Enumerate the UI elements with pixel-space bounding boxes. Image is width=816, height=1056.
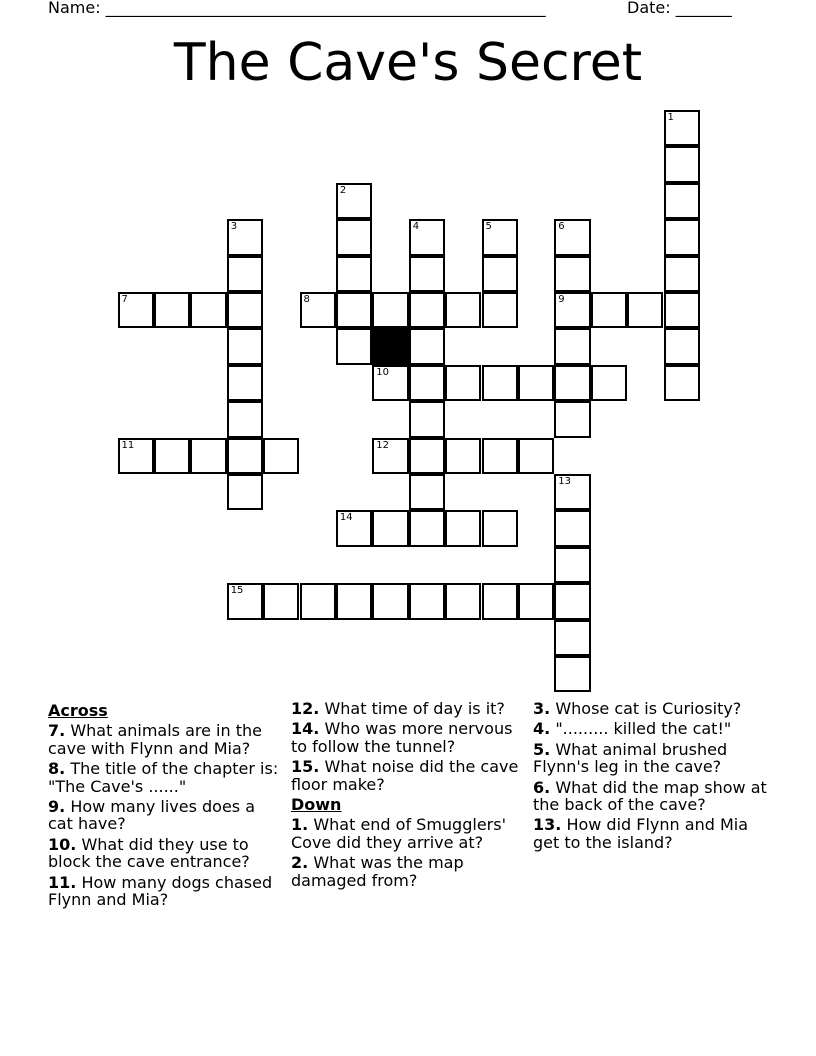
clue-column-3 (533, 700, 773, 854)
grid-cell[interactable] (664, 292, 700, 328)
grid-cell[interactable] (227, 328, 263, 364)
clue-across-8: 8. The title of the chapter is: "The Cave's ......" (48, 759, 279, 796)
grid-cell[interactable] (664, 146, 700, 182)
grid-cell[interactable] (518, 365, 554, 401)
grid-cell[interactable] (263, 438, 299, 474)
date-field-line[interactable]: Date: _______ (627, 0, 732, 17)
grid-cell[interactable] (482, 583, 518, 619)
grid-cell[interactable] (554, 401, 590, 437)
grid-cell[interactable] (300, 583, 336, 619)
grid-cell[interactable] (554, 620, 590, 656)
clue-number: 12 (376, 439, 390, 451)
grid-cell[interactable] (664, 328, 700, 364)
grid-cell[interactable] (664, 256, 700, 292)
clue-number: 6 (558, 221, 565, 233)
grid-cell[interactable] (409, 328, 445, 364)
grid-cell[interactable] (227, 438, 263, 474)
grid-cell[interactable] (409, 256, 445, 292)
grid-cell[interactable] (554, 474, 590, 510)
grid-cell[interactable] (445, 438, 481, 474)
grid-cell[interactable] (518, 583, 554, 619)
clue-number: 5 (485, 221, 492, 233)
clue-down-13: 13. How did Flynn and Mia get to the island? (533, 815, 748, 852)
grid-cell[interactable] (118, 292, 154, 328)
grid-cell[interactable] (554, 656, 590, 692)
black-cell (372, 328, 408, 364)
clue-number: 9 (558, 294, 565, 305)
clue-down-2: 2. What was the map damaged from? (291, 853, 464, 890)
grid-cell[interactable] (445, 292, 481, 328)
name-field-line[interactable]: Name: _______________________________________________________ (48, 0, 546, 17)
clue-across-12: 12. What time of day is it? (291, 699, 505, 718)
clue-number: 8 (303, 294, 310, 305)
down-heading: Down (291, 795, 342, 815)
clue-across-14: 14. Who was more nervous to follow the tunnel? (291, 719, 513, 756)
grid-cell[interactable] (409, 292, 445, 328)
grid-cell[interactable] (482, 256, 518, 292)
grid-cell[interactable] (227, 401, 263, 437)
grid-cell[interactable] (227, 256, 263, 292)
grid-cell[interactable] (482, 219, 518, 255)
clue-across-15: 15. What noise did the cave floor make? (291, 757, 519, 794)
clue-down-6: 6. What did the map show at the back of the cave? (533, 777, 767, 815)
clue-number: 13 (558, 476, 572, 487)
grid-cell[interactable] (336, 510, 372, 546)
grid-cell[interactable] (554, 292, 590, 328)
grid-cell[interactable] (664, 219, 700, 255)
grid-cell[interactable] (627, 292, 663, 328)
clue-across-7: 7. What animals are in the cave with Flynn and Mia? (48, 721, 262, 758)
clue-number: 14 (339, 512, 353, 524)
grid-cell[interactable] (409, 474, 445, 510)
grid-cell[interactable] (409, 219, 445, 255)
clue-across-9: 9. How many lives does a cat have? (48, 797, 256, 834)
grid-cell[interactable] (482, 292, 518, 328)
grid-cell[interactable] (445, 583, 481, 619)
grid-cell[interactable] (482, 510, 518, 546)
grid-cell[interactable] (154, 292, 190, 328)
clue-number: 11 (121, 439, 135, 451)
page-title: The Cave's Secret (173, 33, 643, 93)
grid-cell[interactable] (664, 110, 700, 146)
clue-number: 1 (667, 112, 674, 123)
grid-cell[interactable] (554, 365, 590, 401)
grid-cell[interactable] (227, 474, 263, 510)
grid-cell[interactable] (445, 365, 481, 401)
grid-cell[interactable] (372, 583, 408, 619)
clue-down-3: 3. Whose cat is Curiosity? (533, 699, 742, 718)
grid-cell[interactable] (227, 292, 263, 328)
clue-down-4: 4. "......... killed the cat!" (533, 719, 732, 739)
grid-cell[interactable] (409, 583, 445, 619)
grid-cell[interactable] (518, 438, 554, 474)
grid-cell[interactable] (409, 365, 445, 401)
grid-cell[interactable] (154, 438, 190, 474)
grid-cell[interactable] (482, 365, 518, 401)
grid-cell[interactable] (190, 438, 226, 474)
grid-cell[interactable] (409, 438, 445, 474)
grid-cell[interactable] (591, 292, 627, 328)
clue-column-2 (291, 700, 527, 892)
grid-cell[interactable] (336, 183, 372, 219)
grid-cell[interactable] (554, 510, 590, 546)
grid-cell[interactable] (445, 510, 481, 546)
clue-number: 10 (376, 366, 390, 378)
grid-cell[interactable] (482, 438, 518, 474)
grid-cell[interactable] (300, 292, 336, 328)
grid-cell[interactable] (409, 510, 445, 546)
across-heading: Across (48, 701, 108, 720)
grid-cell[interactable] (554, 219, 590, 255)
clue-number: 15 (230, 585, 244, 597)
grid-cell[interactable] (664, 365, 700, 401)
grid-cell[interactable] (227, 583, 263, 619)
grid-cell[interactable] (372, 510, 408, 546)
clue-number: 2 (339, 184, 347, 196)
grid-cell[interactable] (554, 328, 590, 364)
clue-across-10: 10. What did they use to block the cave entrance? (48, 834, 250, 872)
grid-cell[interactable] (336, 256, 372, 292)
clue-across-11: 11. How many dogs chased Flynn and Mia? (48, 872, 273, 910)
clue-number: 3 (230, 221, 238, 233)
grid-cell[interactable] (554, 256, 590, 292)
grid-cell[interactable] (336, 292, 372, 328)
grid-cell[interactable] (372, 292, 408, 328)
clue-down-5: 5. What animal brushed Flynn's leg in the cave? (533, 739, 728, 777)
grid-cell[interactable] (336, 583, 372, 619)
grid-cell[interactable] (190, 292, 226, 328)
grid-cell[interactable] (372, 438, 408, 474)
grid-cell[interactable] (409, 401, 445, 437)
grid-cell[interactable] (664, 183, 700, 219)
grid-cell[interactable] (372, 365, 408, 401)
grid-cell[interactable] (554, 547, 590, 583)
grid-cell[interactable] (554, 583, 590, 619)
grid-cell[interactable] (118, 438, 154, 474)
clue-column-1 (48, 700, 280, 911)
grid-cell[interactable] (336, 328, 372, 364)
clue-number: 7 (121, 294, 128, 305)
clue-down-1: 1. What end of Smugglers' Cove did they arrive at? (291, 815, 506, 852)
grid-cell[interactable] (336, 219, 372, 255)
grid-cell[interactable] (263, 583, 299, 619)
grid-cell[interactable] (591, 365, 627, 401)
clue-number: 4 (412, 221, 420, 233)
grid-cell[interactable] (227, 219, 263, 255)
grid-cell[interactable] (227, 365, 263, 401)
